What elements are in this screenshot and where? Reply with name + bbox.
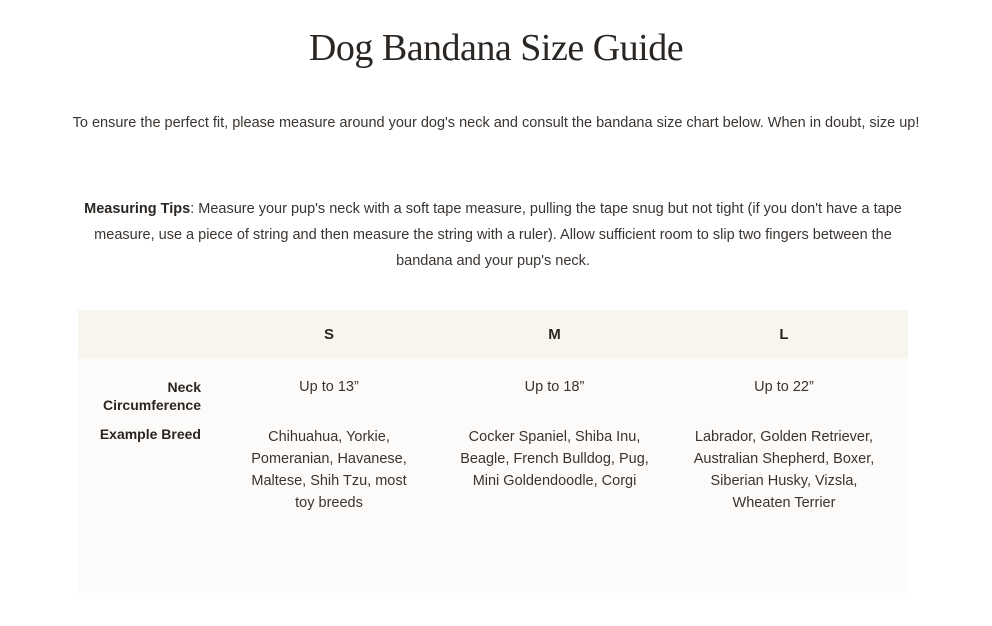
header-size-m: M bbox=[548, 325, 561, 343]
table-row-neck-circumference bbox=[78, 358, 908, 414]
measuring-tips-text: : Measure your pup's neck with a soft tape measure, pulling the tape snug but not tight (if you don't have a tape measure, use a piece of string and then measure the string with a ruler). Allow sufficient room to slip two fingers between the bandana and your pup's neck. bbox=[94, 201, 902, 269]
breeds-size-s: Chihuahua, Yorkie, Pomeranian, Havanese, Maltese, Shih Tzu, most toy breeds bbox=[251, 429, 407, 511]
breeds-size-m: Cocker Spaniel, Shiba Inu, Beagle, French Bulldog, Pug, Mini Goldendoodle, Corgi bbox=[460, 429, 649, 489]
breeds-size-l: Labrador, Golden Retriever, Australian Shepherd, Boxer, Siberian Husky, Vizsla, Wheaten Terrier bbox=[693, 429, 875, 511]
header-size-s: S bbox=[323, 325, 334, 343]
size-table bbox=[78, 310, 908, 514]
row-label-neck-circumference: Neck Circumference bbox=[102, 379, 201, 413]
measuring-tips-label: Measuring Tips bbox=[84, 201, 191, 217]
intro-paragraph: To ensure the perfect fit, please measure around your dog's neck and consult the bandana size chart below. When in doubt, size up! bbox=[72, 115, 920, 131]
page-title: Dog Bandana Size Guide bbox=[308, 27, 684, 69]
size-chart bbox=[78, 310, 908, 593]
row-label-example-breed: Example Breed bbox=[99, 426, 201, 442]
neck-size-l: Up to 22” bbox=[754, 379, 814, 395]
neck-size-m: Up to 18” bbox=[524, 379, 585, 395]
measuring-tips-paragraph bbox=[78, 196, 908, 274]
header-empty-cell bbox=[78, 310, 209, 358]
neck-size-s: Up to 13” bbox=[299, 379, 359, 395]
size-table-header-row bbox=[78, 310, 908, 358]
header-size-l: L bbox=[779, 325, 789, 343]
table-row-example-breed bbox=[78, 414, 908, 514]
